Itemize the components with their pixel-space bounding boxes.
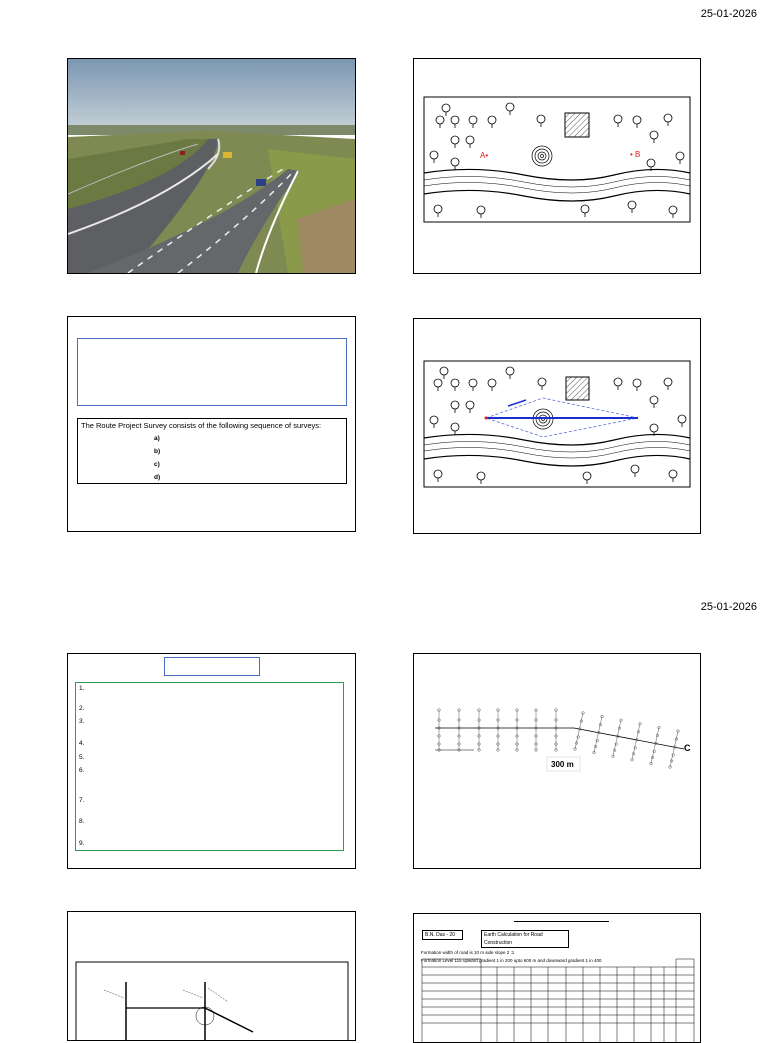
title-placeholder-box — [77, 338, 347, 406]
site-map-1 — [414, 59, 700, 273]
slide-route-survey-text[interactable] — [67, 316, 356, 532]
list-number-5: 5. — [79, 754, 85, 761]
tree-icons-2 — [430, 367, 686, 484]
date-top: 25-01-2026 — [700, 8, 757, 20]
list-number-9: 9. — [79, 840, 85, 847]
header-right-label: Earth Calculation for Road Construction — [481, 930, 569, 948]
river-2 — [424, 434, 690, 466]
survey-item-c: c) — [154, 461, 160, 468]
list-number-3: 3. — [79, 718, 85, 725]
curve-diagram — [68, 912, 355, 1040]
list-number-6: 6. — [79, 767, 85, 774]
header-left-label: B.N. Das - 20 — [422, 930, 463, 940]
note-formation-width: Formation width of road is 10 m side slope 2 :1 — [421, 950, 515, 955]
survey-item-a: a) — [154, 435, 160, 442]
building-icon-2 — [566, 377, 589, 400]
survey-intro: The Route Project Survey consists of the following sequence of surveys: — [81, 421, 322, 430]
slide-cross-section-grid[interactable] — [413, 653, 701, 869]
survey-item-d: d) — [154, 474, 161, 481]
slide-site-map-a-b[interactable] — [413, 58, 701, 274]
list-number-7: 7. — [79, 797, 85, 804]
slide-numbered-list[interactable] — [67, 653, 356, 869]
list-number-8: 8. — [79, 818, 85, 825]
list-number-4: 4. — [79, 740, 85, 747]
earth-calc-grid — [414, 914, 700, 1042]
slide-highway-photo[interactable] — [67, 58, 356, 274]
date-middle: 25-01-2026 — [700, 601, 757, 613]
river — [424, 169, 690, 201]
building-icon — [565, 113, 589, 137]
point-c-label: C — [684, 743, 691, 753]
list-number-2: 2. — [79, 705, 85, 712]
note-formation-level: Formation Level 115 upward gradient 1 in 200 upto 600 m and downward gradient 1 in 400 — [421, 958, 602, 963]
slide-curve-diagram[interactable] — [67, 911, 356, 1041]
cross-section-diagram — [414, 654, 700, 868]
site-map-2 — [414, 319, 700, 533]
point-a-label: A• — [480, 151, 489, 160]
point-b-label: • B — [630, 150, 641, 159]
route-lines — [486, 398, 638, 437]
highway-photo-image — [68, 59, 355, 273]
hill-contour-icon — [532, 146, 552, 166]
survey-sequence-box — [77, 418, 347, 484]
distance-label: 300 m — [551, 760, 574, 769]
title-placeholder-box-2 — [164, 657, 260, 676]
numbered-list-box — [75, 682, 344, 851]
list-number-1: 1. — [79, 685, 85, 692]
survey-item-b: b) — [154, 448, 161, 455]
slide-site-map-route[interactable] — [413, 318, 701, 534]
